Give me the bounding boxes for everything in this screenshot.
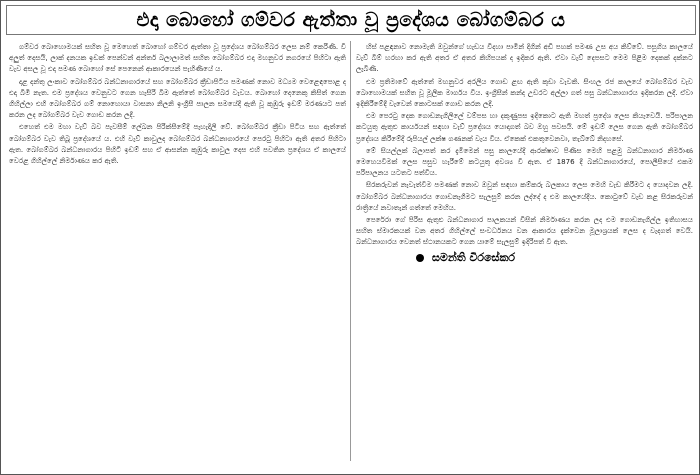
article-body xyxy=(9,41,693,469)
paragraph: එම ප්‍රතිමාවේ ඇත්තේ මහනුවර අරලිය ගොඩ ළඟ ඇති කුඩා වැවකි. සිංහල රජ කාලයේ බෝගම්බර වැව බොහොමයක් සහිත වූ මූලික මාර්ගය විය. ඉංග්‍රීසීන් කන්ද උඩරට අල්ලා ගත් පසු බන්ධනාගාරය ඉදිකරන ලදී. ඒවා ඉදිකිරීමේදී වැවෙන් කොටසක් ගොඩ කරන ලදී. xyxy=(356,76,693,109)
bullet-icon xyxy=(416,254,424,262)
paragraph: මේ සියල්ලක් බලාපත් කර දැමීමෙන් පසු කාලයේදී ආරක්ෂාව පිණිස මෙහි පළමු බන්ධනාගාර නිර්මාණ මෙහෙයවීමක් ලෙස පසුව හැරීමේ කටයුතු අවශ්‍ය වී ඇත. ඒ 1876 දී බන්ධනාගාරයේ, පොලීසියේ එකම පරිපාලනය යටතට පත්විය. xyxy=(356,145,693,178)
author-name: සමන්ති වීරසේකර xyxy=(432,250,516,264)
paragraph: සිරකරුවන් නැවැත්වීම පමණක් නොව ඔවුන් සඳහා කම්කරු බලකාය ලෙස මෙහි වැඩ කිරීමට ද යොදවන ලදී. බෝගම්බර බන්ධනාගාරය ගොඩනැගීමට සැලසුම් කරන ලද්දේ ද එම කාලයේදීය. කොටුවේ වැඩ කළ සිරකරුවන් රාත්‍රියේ නවාතැන් ගත්තේ මෙහිය. xyxy=(356,180,693,212)
paragraph: ගම්වර බොහොමයක් සහිත වූ මෙහෙත් බොහෝ ගම්වර ඇත්තා වූ ප්‍රදේශය බෝගම්බර ලෙස නම් කෙරිණි. වී අලුත් දෙසයි, ලාක් දනයක ඉඩක් පෙන්වන් අන්තර් බලාලාමත් සහිත බෝගම්බර එදා මහනුවර නගරයේ පිහිටා ඇති වැව අසල වූ එදා පමණ බොහෝ සේ පෙනෙන් ආකාරයෙන් පැහිණියේ ය. xyxy=(9,42,346,74)
paragraph: දළ දන්තු ලංකාව බෝගම්බර බන්ධනාගාරයේ සහ බෝගම්බර ක්‍රීඩාපිටිය පමණක් නොව මධ්‍යම වෙළෙඳපොළ ද එදා බිමි නැත. එම ප්‍රදේශය වෙනුවට ගෙන හැසිරි බිම ඇත්තේ බෝගම්බර වැවය. බොහෝ දෙනෙකු කිසිත් ගෙන ගිහිල්ලා එහි බෝගම්බර ගම් නොහොයා වාසනා නිලනි ඉංග්‍රීසී පාලන සමයේදී ඇති වූ කුඹුරු ඉඩම් මරණයට පත් කරන ලද බෝගම්බර වැව ගොඩ කරන ලදී. xyxy=(9,76,346,120)
left-column xyxy=(9,41,346,469)
paragraph: හිස් පළඳනාව නොමැති ඔවුන්ගේ හැඩය විදහා පාමින් දිගින් අඩි පහක් පමණ උස අය කිව්වේ. පසුගිය කාලයේ වැව් බිම් හරහා කර ඇති අතර ඒ අතර කිහිපයක් ද ඉදිකර ඇති. ඒවා වැව් දෙපසට මෙම පිළිම දෙකක් දක්නට ලැබිණි. xyxy=(356,42,693,74)
paragraph: පෙරේරා ගේ පිරිස ඇතුළු බන්ධනාගාර පාලකයන් විසින් නිර්මාණය කරන ලද එම ගොඩනැගිල්ල ඉතිහාසය සහිත ස්මාරකයක් වන අතර ගිහිල්ලේ සංවර්ධනය වන ආකාරය දැක්වෙන මූලාශ්‍රයක් ලෙස ද වැදගත් වෙයි. බන්ධනාගාරය වෙනත් ස්ථානයකට ගෙන යාමේ සැලසුම් ඉදිරිපත් වී ඇත. xyxy=(356,215,693,247)
headline-box xyxy=(6,5,696,35)
article-title: එදා බොහෝ ගම්වර ඇත්තා වූ ප්‍රදේශය බෝගම්බර ය xyxy=(136,9,566,31)
paragraph: එහෙත් එම මහා වැව් බව පැවසීම් ලේඛන පිරික්සීමේදී පැහැදිලි වේ. බෝගම්බර ක්‍රීඩා පිටිය සහ ඇත්තේ බෝගම්බර වැව තිබූ ප්‍රදේශයේ ය. එහි වැව් කාවුලද බෝගම්බර බන්ධනාගාරයේ පෙරටු පිහිටා ඇති අතර පිහිටා ඇත. බෝගම්බර බන්ධනාගාරය පිහිටි ඉඩම් සහ ඒ ආසන්න කුඹුරු කාවුල දෙස එහි පවතින ප්‍රදේශය ඒ කාලයේ වෙරළ ගිහිල්ලේ නිර්මාණය කර ඇති. xyxy=(9,122,346,166)
author-byline xyxy=(356,251,693,265)
right-column xyxy=(356,41,693,469)
paragraph: එම පෙරටු දෙක ගොඩනැගිලිලේ වම්පස හා දකුණුපස ඉදිකොට ඇති මහත් ප්‍රදේශ ලෙස කියැවෙයි. පරිපාලන කටයුතු ඇතුළු කාර්යයන් සඳහා වැව් ප්‍රදේශය යොදාගත් බව ඔහු පවසයි. මේ ඉඩම් ලෙස ගෙන ඇති බෝගම්බර ප්‍රදේශය කිරීමේදී රුපියල් ලක්ෂ ගණනක් වැය විය. ඒකෙක් එකතුවෙනවා, තැබ්බේ නිදහසේ. xyxy=(356,111,693,143)
